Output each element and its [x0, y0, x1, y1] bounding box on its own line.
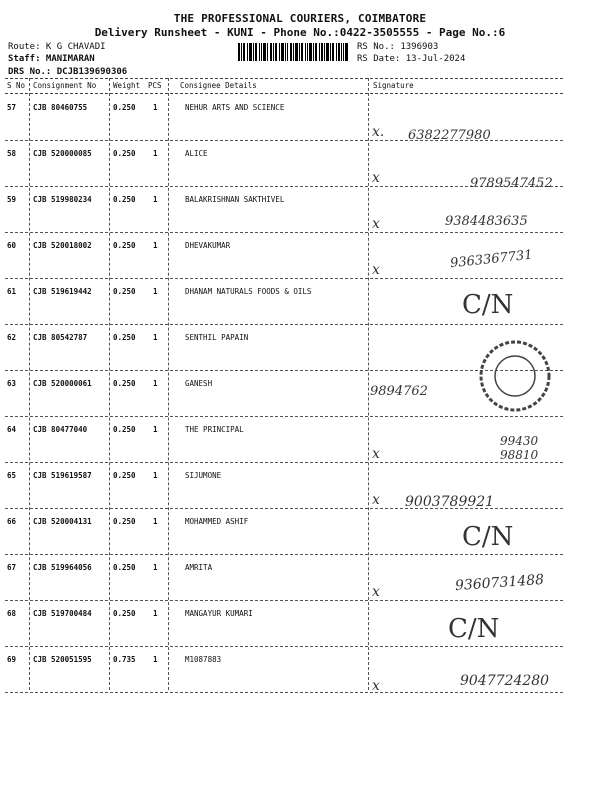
row-pcs: 1	[153, 471, 158, 480]
row-sno: 63	[7, 379, 17, 388]
row-consignment: CJB 520018002	[33, 241, 92, 250]
row-consignment: CJB 520051595	[33, 655, 92, 664]
barcode-image	[238, 43, 348, 61]
handwritten-signature: 99430 98810	[500, 434, 539, 462]
row-pcs: 1	[153, 379, 158, 388]
col-header-signature: Signature	[373, 81, 414, 90]
handwritten-signature: 9384483635	[445, 214, 528, 229]
row-consignment: CJB 80460755	[33, 103, 88, 112]
row-pcs: 1	[153, 103, 158, 112]
row-consignee: GANESH	[185, 379, 213, 388]
row-consignment: CJB 519619587	[33, 471, 92, 480]
row-weight: 0.250	[113, 609, 136, 618]
row-consignment: CJB 80477040	[33, 425, 88, 434]
row-weight: 0.250	[113, 517, 136, 526]
handwritten-signature: 9360731488	[454, 571, 545, 595]
signature-mark: x	[372, 446, 380, 462]
row-sno: 57	[7, 103, 17, 112]
row-pcs: 1	[153, 333, 158, 342]
row-sno: 66	[7, 517, 17, 526]
rs-date: RS Date: 13-Jul-2024	[357, 54, 466, 64]
handwritten-signature: C/N	[462, 522, 514, 552]
row-weight: 0.250	[113, 103, 136, 112]
company-name: THE PROFESSIONAL COURIERS, COIMBATORE	[173, 12, 427, 25]
row-pcs: 1	[153, 563, 158, 572]
row-pcs: 1	[153, 195, 158, 204]
row-pcs: 1	[153, 241, 158, 250]
handwritten-signature: 6382277980	[408, 128, 491, 143]
handwritten-signature: 9789547452	[470, 176, 553, 191]
row-consignment: CJB 520004131	[33, 517, 92, 526]
row-weight: 0.250	[113, 563, 136, 572]
row-sno: 68	[7, 609, 17, 618]
row-consignment: CJB 519980234	[33, 195, 92, 204]
row-weight: 0.250	[113, 379, 136, 388]
row-consignee: SENTHIL PAPAIN	[185, 333, 249, 342]
row-consignment: CJB 519964056	[33, 563, 92, 572]
row-sno: 60	[7, 241, 17, 250]
row-pcs: 1	[153, 425, 158, 434]
col-header-sno: S No	[7, 81, 26, 90]
row-consignee: AMRITA	[185, 563, 213, 572]
row-sno: 67	[7, 563, 17, 572]
row-sno: 61	[7, 287, 17, 296]
drs-number: DRS No.: DCJB139690306	[8, 67, 128, 77]
signature-mark: x	[372, 678, 380, 694]
row-consignee: DHANAM NATURALS FOODS & OILS	[185, 287, 312, 296]
row-weight: 0.250	[113, 149, 136, 158]
signature-mark: x.	[372, 124, 385, 140]
row-consignee: SIJUMONE	[185, 471, 222, 480]
row-consignment: CJB 519700484	[33, 609, 92, 618]
row-consignment: CJB 520000085	[33, 149, 92, 158]
row-separator	[5, 692, 563, 693]
row-consignee: MOHAMMED ASHIF	[185, 517, 249, 526]
row-sno: 65	[7, 471, 17, 480]
runsheet-title: Delivery Runsheet - KUNI - Phone No.:0422-3505555 - Page No.:6	[94, 26, 506, 39]
row-consignee: BALAKRISHNAN SAKTHIVEL	[185, 195, 285, 204]
row-consignee: ALICE	[185, 149, 208, 158]
row-sno: 59	[7, 195, 17, 204]
table-top-rule	[5, 78, 563, 79]
col-header-consignment: Consignment No	[33, 81, 97, 90]
row-weight: 0.250	[113, 287, 136, 296]
signature-mark: x	[372, 584, 380, 600]
row-sno: 62	[7, 333, 17, 342]
table-row	[5, 417, 563, 463]
table-header-rule	[5, 93, 563, 94]
col-header-weight: Weight	[113, 81, 141, 90]
handwritten-signature: C/N	[462, 290, 514, 320]
row-consignment: CJB 519619442	[33, 287, 92, 296]
row-consignment: CJB 80542787	[33, 333, 88, 342]
row-consignee: NEHUR ARTS AND SCIENCE	[185, 103, 285, 112]
row-pcs: 1	[153, 517, 158, 526]
company-stamp	[476, 337, 554, 415]
row-weight: 0.250	[113, 471, 136, 480]
row-weight: 0.735	[113, 655, 136, 664]
row-consignee: DHEVAKUMAR	[185, 241, 231, 250]
row-sno: 58	[7, 149, 17, 158]
row-pcs: 1	[153, 655, 158, 664]
col-header-pcs: PCS	[148, 81, 162, 90]
row-weight: 0.250	[113, 195, 136, 204]
rs-number: RS No.: 1396903	[357, 42, 439, 52]
handwritten-signature: 9363367731	[449, 247, 534, 272]
row-weight: 0.250	[113, 333, 136, 342]
row-consignment: CJB 520000061	[33, 379, 92, 388]
staff-label: Staff: MANIMARAN	[8, 54, 95, 64]
row-weight: 0.250	[113, 241, 136, 250]
row-consignee: M1087883	[185, 655, 222, 664]
handwritten-signature: C/N	[448, 614, 500, 644]
route-label: Route: K G CHAVADI	[8, 42, 106, 52]
row-pcs: 1	[153, 609, 158, 618]
row-consignee: MANGAYUR KUMARI	[185, 609, 253, 618]
row-weight: 0.250	[113, 425, 136, 434]
handwritten-signature: 9894762	[370, 384, 428, 399]
col-header-consignee: Consignee Details	[180, 81, 257, 90]
signature-mark: x	[372, 492, 380, 508]
signature-mark: x	[372, 262, 380, 278]
row-sno: 69	[7, 655, 17, 664]
handwritten-signature: 9047724280	[460, 673, 550, 689]
row-sno: 64	[7, 425, 17, 434]
row-pcs: 1	[153, 287, 158, 296]
row-pcs: 1	[153, 149, 158, 158]
row-consignee: THE PRINCIPAL	[185, 425, 244, 434]
signature-mark: x	[372, 216, 380, 232]
handwritten-signature: 9003789921	[405, 494, 495, 510]
signature-mark: x	[372, 170, 380, 186]
